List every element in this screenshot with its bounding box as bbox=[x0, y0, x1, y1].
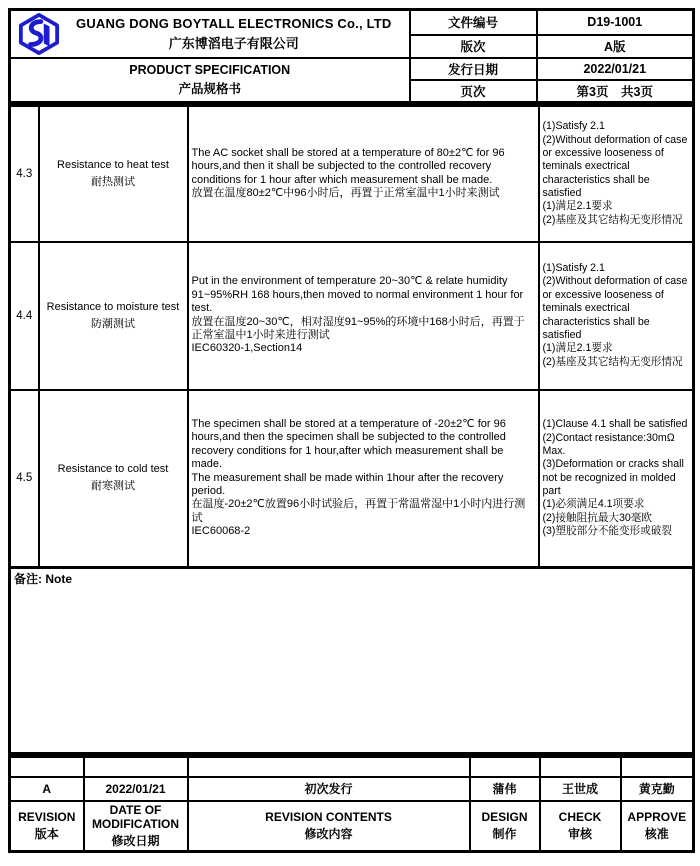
meta-value-page: 第3页 共3页 bbox=[537, 80, 694, 103]
test-name-cell bbox=[39, 390, 188, 568]
test-name-cell bbox=[39, 106, 188, 242]
requirement-line: (1)必须满足4.1项要求 bbox=[542, 498, 645, 511]
meta-label-doc-number: 文件编号 bbox=[410, 10, 537, 35]
footer-empty-cell bbox=[188, 757, 470, 777]
requirement-line: (2)Contact resistance:30mΩ Max. bbox=[542, 431, 675, 457]
test-name-cn: 防潮测试 bbox=[91, 317, 135, 330]
logo-icon bbox=[16, 13, 62, 55]
test-name-cn: 耐热测试 bbox=[91, 175, 135, 188]
footer-header-en: CHECK bbox=[558, 809, 602, 824]
requirement-line: (3)Deformation or cracks shall not be recognized in molded part bbox=[542, 458, 684, 497]
footer-header-design bbox=[470, 801, 540, 852]
doc-title-cell bbox=[10, 58, 410, 103]
footer-empty-cell bbox=[10, 757, 84, 777]
revision-entry-row bbox=[10, 777, 694, 801]
requirement-line: (3)塑胶部分不能变形或破裂 bbox=[542, 524, 672, 537]
meta-value-doc-number: D19-1001 bbox=[537, 10, 694, 35]
requirement-line: (2)接触阻抗最大30毫欧 bbox=[542, 511, 652, 524]
approver-name: 黄克勤 bbox=[621, 777, 694, 801]
footer-header-contents bbox=[188, 801, 470, 852]
meta-label-revision: 版次 bbox=[410, 35, 537, 58]
row-number: 4.3 bbox=[10, 106, 39, 242]
footer-empty-cell bbox=[621, 757, 694, 777]
description-line: 放置在温度80±2℃中96小时后，再置于正常室温中1小时来测试 bbox=[191, 187, 500, 200]
row-number: 4.4 bbox=[10, 242, 39, 390]
revision-contents: 初次发行 bbox=[188, 777, 470, 801]
description-line: Put in the environment of temperature 20~30℃ & relate humidity 91~95%RH 168 hours,then moved to normal environment 1 hour for test. bbox=[191, 275, 524, 315]
requirement-line: (2)基座及其它结构无变形情况 bbox=[542, 355, 683, 368]
doc-title-en: PRODUCT SPECIFICATION bbox=[129, 63, 291, 77]
meta-label-page: 页次 bbox=[410, 80, 537, 103]
footer-header-en: APPROVE bbox=[627, 809, 687, 824]
requirement-line: (1)Satisfy 2.1 bbox=[542, 120, 605, 133]
description-line: IEC60068-2 bbox=[191, 525, 251, 538]
description-line: 在温度-20±2℃放置96小时试验后，再置于常温常湿中1小时内进行测试 bbox=[191, 498, 526, 524]
footer-header-cn: 修改日期 bbox=[111, 833, 160, 848]
spec-table bbox=[8, 104, 695, 755]
requirement-line: (1)满足2.1要求 bbox=[542, 342, 613, 355]
test-name-en: Resistance to cold test bbox=[57, 463, 169, 476]
footer-header-approve bbox=[621, 801, 694, 852]
footer-header-en: DATE OF bbox=[109, 802, 162, 817]
footer-empty-cell bbox=[540, 757, 621, 777]
note-label: 备注: Note bbox=[14, 572, 72, 586]
note-cell bbox=[10, 568, 694, 754]
footer-header-cn: 修改内容 bbox=[304, 826, 353, 841]
footer-empty-cell bbox=[84, 757, 188, 777]
meta-label-issue-date: 发行日期 bbox=[410, 58, 537, 80]
footer-header-en: DESIGN bbox=[481, 809, 528, 824]
footer-header-date bbox=[84, 801, 188, 852]
test-name-cn: 耐寒测试 bbox=[91, 480, 135, 493]
description-line: IEC60320-1,Section14 bbox=[191, 342, 303, 355]
revision-value: A bbox=[10, 777, 84, 801]
footer-header-cn: 审核 bbox=[567, 826, 592, 841]
note-row bbox=[10, 568, 694, 754]
footer-empty-row bbox=[10, 757, 694, 777]
test-description-cell bbox=[188, 390, 539, 568]
test-name-cell bbox=[39, 242, 188, 390]
footer-table bbox=[8, 755, 695, 853]
meta-value-issue-date: 2022/01/21 bbox=[537, 58, 694, 80]
spec-row-4-5 bbox=[10, 390, 694, 568]
footer-header-check bbox=[540, 801, 621, 852]
meta-value-revision: A版 bbox=[537, 35, 694, 58]
description-line: The measurement shall be made within 1hour after the recovery period. bbox=[191, 471, 504, 497]
doc-title-cn: 产品规格书 bbox=[178, 82, 241, 96]
requirement-line: (2)Without deformation of case or excessive looseness of teminals exectrical characteristics shall be satisfied bbox=[542, 275, 688, 341]
requirement-cell bbox=[539, 390, 694, 568]
requirement-line: (2)基座及其它结构无变形情况 bbox=[542, 213, 683, 226]
company-cell bbox=[10, 10, 410, 59]
company-logo bbox=[15, 13, 63, 55]
requirement-cell bbox=[539, 106, 694, 242]
description-line: The AC socket shall be stored at a temperature of 80±2℃ for 96 hours,and then it shall be subjected to the controlled recovery conditions for 1 hour after which measurement shall be made. bbox=[191, 146, 505, 186]
modification-date: 2022/01/21 bbox=[84, 777, 188, 801]
footer-header-en: MODIFICATION bbox=[91, 816, 180, 831]
header-table bbox=[8, 8, 695, 104]
footer-header-revision bbox=[10, 801, 84, 852]
test-name-en: Resistance to moisture test bbox=[46, 300, 180, 313]
requirement-cell bbox=[539, 242, 694, 390]
checker-name: 王世成 bbox=[540, 777, 621, 801]
designer-name: 蒲伟 bbox=[470, 777, 540, 801]
footer-header-en: REVISION bbox=[18, 809, 76, 824]
test-description-cell bbox=[188, 106, 539, 242]
test-name-en: Resistance to heat test bbox=[57, 158, 169, 171]
requirement-line: (1)满足2.1要求 bbox=[542, 200, 613, 213]
requirement-line: (1)Satisfy 2.1 bbox=[542, 262, 605, 275]
description-line: 放置在温度20~30℃，相对湿度91~95%的环境中168小时后，再置于正常室温中1小时来进行测试 bbox=[191, 315, 525, 341]
company-name-en: GUANG DONG BOYTALL ELECTRONICS Co., LTD bbox=[76, 16, 392, 31]
footer-header-row bbox=[10, 801, 694, 852]
footer-header-cn: 版本 bbox=[34, 826, 59, 841]
description-line: The specimen shall be stored at a temperature of -20±2℃ for 96 hours,and then the specimen shall be subjected to the controlled recovery conditions for 1 hour,after which measurement shall be made. bbox=[191, 417, 506, 471]
requirement-line: (1)Clause 4.1 shall be satisfied bbox=[542, 418, 688, 431]
test-description-cell bbox=[188, 242, 539, 390]
spec-row-4-4 bbox=[10, 242, 694, 390]
company-name-cn: 广东博滔电子有限公司 bbox=[168, 36, 299, 51]
footer-header-cn: 核准 bbox=[644, 826, 669, 841]
footer-empty-cell bbox=[470, 757, 540, 777]
footer-header-cn: 制作 bbox=[492, 826, 517, 841]
spec-row-4-3 bbox=[10, 106, 694, 242]
row-number: 4.5 bbox=[10, 390, 39, 568]
requirement-line: (2)Without deformation of case or excessive looseness of teminals exectrical characteristics shall be satisfied bbox=[542, 133, 688, 200]
footer-header-en: REVISION CONTENTS bbox=[265, 809, 392, 824]
